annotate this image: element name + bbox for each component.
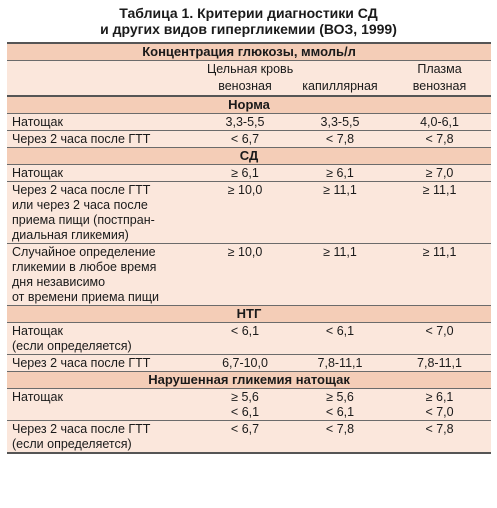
table-row — [7, 114, 491, 131]
venous-header: венозная — [197, 78, 292, 96]
plasma-value-line: < 7,0 — [425, 405, 454, 419]
venous-value-line: ≥ 6,1 — [231, 166, 259, 180]
capillary-value — [292, 323, 387, 355]
plasma-value — [387, 421, 491, 454]
capillary-value — [292, 131, 387, 148]
plasma-value-line: < 7,0 — [425, 324, 454, 338]
plasma-value-line: 4,0-6,1 — [420, 115, 459, 129]
capillary-value-line: 3,3-5,5 — [320, 115, 360, 129]
capillary-value-line: < 6,1 — [325, 405, 355, 419]
row-label-line: (если определяется) — [12, 339, 132, 353]
row-label-line: (если определяется) — [12, 437, 132, 451]
plasma-value — [387, 323, 491, 355]
table-row — [7, 165, 491, 182]
capillary-value — [292, 114, 387, 131]
venous-value — [197, 131, 292, 148]
header-blood-type-row — [7, 61, 491, 79]
capillary-value-line: < 6,1 — [325, 324, 355, 338]
table-row — [7, 389, 491, 421]
section-row — [7, 148, 491, 165]
diagnostic-criteria-table — [7, 42, 491, 454]
capillary-value — [292, 389, 387, 421]
table-title-line2: и других видов гипергликемии (ВОЗ, 1999) — [100, 21, 397, 37]
capillary-value — [292, 421, 387, 454]
row-label — [7, 323, 197, 355]
plasma-value-line: ≥ 7,0 — [425, 166, 454, 180]
row-label-line: дня независимо — [12, 275, 106, 289]
section-row — [7, 306, 491, 323]
row-label-line: или через 2 часа после — [12, 198, 148, 212]
capillary-value — [292, 182, 387, 244]
row-label-line: Через 2 часа после ГТТ — [12, 356, 151, 370]
venous-value-line: < 6,7 — [230, 422, 260, 436]
header-concentration-row — [7, 43, 491, 61]
venous-value — [197, 421, 292, 454]
section-row — [7, 96, 491, 114]
row-label-line: гликемии в любое время — [12, 260, 157, 274]
capillary-value-line: < 7,8 — [325, 132, 355, 146]
capillary-value-line: < 7,8 — [325, 422, 355, 436]
whole-blood-header: Цельная кровь — [207, 62, 294, 76]
row-label-line: Натощак — [12, 390, 63, 404]
row-label — [7, 114, 197, 131]
row-label — [7, 389, 197, 421]
plasma-value — [387, 165, 491, 182]
plasma-value-line: < 7,8 — [425, 132, 454, 146]
plasma-value-line: ≥ 6,1 — [425, 390, 454, 404]
header-blank-2 — [7, 78, 197, 96]
capillary-value-line: ≥ 11,1 — [323, 245, 357, 259]
row-label — [7, 182, 197, 244]
venous-value — [197, 355, 292, 372]
capillary-value-line: ≥ 11,1 — [323, 183, 357, 197]
row-label-line: Натощак — [12, 115, 63, 129]
table-row — [7, 355, 491, 372]
row-label-line: Через 2 часа после ГТТ — [12, 422, 151, 436]
plasma-venous-header: венозная — [387, 78, 491, 96]
plasma-value — [387, 389, 491, 421]
plasma-value-line: < 7,8 — [425, 422, 454, 436]
venous-value-line: < 6,7 — [230, 132, 260, 146]
capillary-value — [292, 244, 387, 306]
venous-value-line: < 6,1 — [230, 324, 260, 338]
venous-value-line: ≥ 5,6 — [231, 390, 259, 404]
row-label-line: Натощак — [12, 324, 63, 338]
plasma-value-line: ≥ 11,1 — [422, 183, 457, 197]
header-blank — [7, 61, 197, 79]
header-sample-type-row — [7, 78, 491, 96]
row-label-line: от времени приема пищи — [12, 290, 160, 304]
section-title: СД — [7, 148, 491, 165]
table-row — [7, 244, 491, 306]
plasma-value — [387, 182, 491, 244]
venous-value-line: 6,7-10,0 — [222, 356, 268, 370]
plasma-value — [387, 131, 491, 148]
plasma-value-line: ≥ 11,1 — [422, 245, 457, 259]
venous-value — [197, 182, 292, 244]
section-title: НТГ — [7, 306, 491, 323]
plasma-value-line: 7,8-11,1 — [417, 356, 462, 370]
venous-value-line: ≥ 10,0 — [227, 245, 263, 259]
venous-value — [197, 165, 292, 182]
capillary-value-line: ≥ 6,1 — [326, 166, 354, 180]
capillary-value — [292, 355, 387, 372]
row-label — [7, 244, 197, 306]
concentration-header: Концентрация глюкозы, ммоль/л — [7, 43, 491, 61]
capillary-value-line: ≥ 5,6 — [326, 390, 354, 404]
venous-value-line: < 6,1 — [230, 405, 260, 419]
row-label — [7, 165, 197, 182]
table-body — [7, 96, 491, 453]
row-label-line: Через 2 часа после ГТТ — [12, 132, 151, 146]
venous-value — [197, 389, 292, 421]
capillary-header: капиллярная — [292, 78, 387, 96]
table-title-line1: Таблица 1. Критерии диагностики СД — [119, 5, 378, 21]
capillary-value — [292, 165, 387, 182]
table-row — [7, 131, 491, 148]
row-label-line: Случайное определение — [12, 245, 156, 259]
plasma-value — [387, 114, 491, 131]
section-row — [7, 372, 491, 389]
plasma-value — [387, 355, 491, 372]
venous-value — [197, 244, 292, 306]
venous-value-line: 3,3-5,5 — [225, 115, 265, 129]
table-row — [7, 323, 491, 355]
table-row — [7, 182, 491, 244]
venous-value — [197, 323, 292, 355]
row-label — [7, 355, 197, 372]
capillary-value-line: 7,8-11,1 — [317, 356, 363, 370]
row-label-line: Натощак — [12, 166, 63, 180]
row-label-line: Через 2 часа после ГТТ — [12, 183, 151, 197]
table-title — [0, 0, 497, 37]
row-label — [7, 421, 197, 454]
plasma-value — [387, 244, 491, 306]
venous-value — [197, 114, 292, 131]
row-label — [7, 131, 197, 148]
venous-value-line: ≥ 10,0 — [227, 183, 263, 197]
section-title: Нарушенная гликемия натощак — [7, 372, 491, 389]
plasma-header: Плазма — [417, 62, 462, 76]
row-label-line: диальная гликемия) — [12, 228, 129, 242]
section-title: Норма — [7, 96, 491, 114]
table-row — [7, 421, 491, 454]
row-label-line: приема пищи (постпран- — [12, 213, 155, 227]
